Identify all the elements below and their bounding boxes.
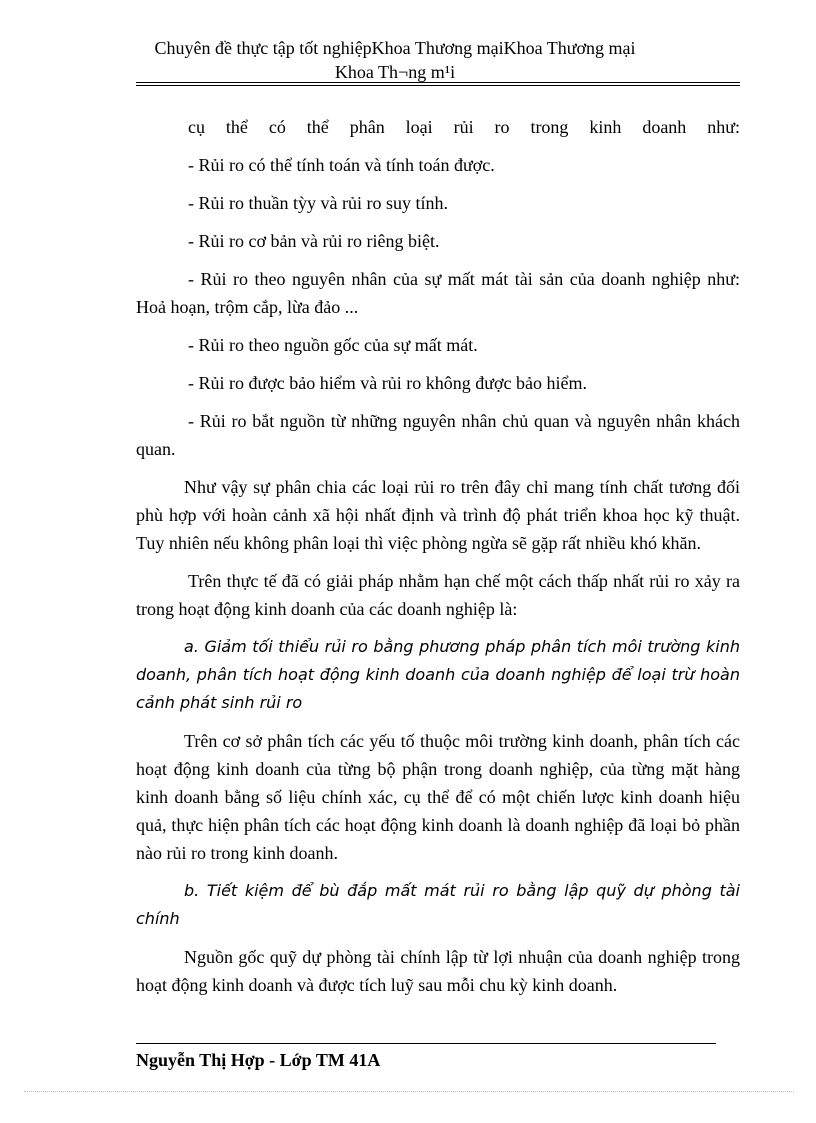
list-item-risk-5: - Rủi ro theo nguồn gốc của sự mất mát.	[188, 335, 478, 355]
header-rule-top	[136, 82, 740, 83]
list-item-risk-2: - Rủi ro thuần tỳy và rủi ro suy tính.	[188, 193, 448, 213]
subheading-a: a. Giảm tối thiểu rủi ro bằng phương pháp phân tích môi trường kinh doanh, phân tích hoạt động kinh doanh của doanh nghiệp để loại trừ hoàn cảnh phát sinh rủi ro	[136, 637, 740, 712]
footer-rule	[136, 1043, 716, 1044]
list-item-risk-3: - Rủi ro cơ bản và rủi ro riêng biệt.	[188, 231, 440, 251]
list-item-risk-4: - Rủi ro theo nguyên nhân của sự mất mát tài sản của doanh nghiệp như: Hoả hoạn, trộm cắp, lừa đảo ...	[136, 269, 740, 317]
list-item-risk-6: - Rủi ro được bảo hiểm và rủi ro không được bảo hiểm.	[188, 373, 587, 393]
page-body	[136, 113, 740, 1009]
paragraph-solutions-intro: Trên thực tế đã có giải pháp nhằm hạn chế một cách thấp nhất rủi ro xảy ra trong hoạt động kinh doanh của các doanh nghiệp là:	[136, 571, 740, 619]
header-subtitle: Khoa Th¬ng m¹i	[334, 62, 456, 82]
header-title: Chuyên đề thực tập tốt nghiệpKhoa Thương mạiKhoa Thương mại	[154, 38, 636, 58]
page-header	[0, 36, 790, 84]
list-item-risk-1: - Rủi ro có thể tính toán và tính toán được.	[188, 155, 495, 175]
paragraph-analysis: Trên cơ sở phân tích các yếu tố thuộc môi trường kinh doanh, phân tích các hoạt động kinh doanh của từng bộ phận trong doanh nghiệp, của từng mặt hàng kinh doanh bằng số liệu chính xác, cụ thể để có một chiến lược kinh doanh hiệu quả, thực hiện phân tích các hoạt động kinh doanh là doanh nghiệp đã loại bỏ phần nào rủi ro trong kinh doanh.	[136, 731, 740, 863]
list-item-risk-7: - Rủi ro bắt nguồn từ những nguyên nhân chủ quan và nguyên nhân khách quan.	[136, 411, 740, 459]
paragraph-classification-note: Như vậy sự phân chia các loại rủi ro trên đây chỉ mang tính chất tương đối phù hợp với hoàn cảnh xã hội nhất định và trình độ phát triển khoa học kỹ thuật. Tuy nhiên nếu không phân loại thì việc phòng ngừa sẽ gặp rất nhiều khó khăn.	[136, 477, 740, 553]
header-rule-bottom	[136, 85, 740, 86]
footer-author: Nguyễn Thị Hợp - Lớp TM 41A	[136, 1050, 381, 1070]
paragraph-intro: cụ thể có thể phân loại rủi ro trong kinh doanh như:	[188, 117, 740, 137]
paragraph-reserve-fund: Nguồn gốc quỹ dự phòng tài chính lập từ lợi nhuận của doanh nghiệp trong hoạt động kinh doanh và được tích luỹ sau mỗi chu kỳ kinh doanh.	[136, 947, 740, 995]
page-bottom-border	[24, 1091, 794, 1092]
subheading-b: b. Tiết kiệm để bù đắp mất mát rủi ro bằng lập quỹ dự phòng tài chính	[136, 881, 740, 928]
